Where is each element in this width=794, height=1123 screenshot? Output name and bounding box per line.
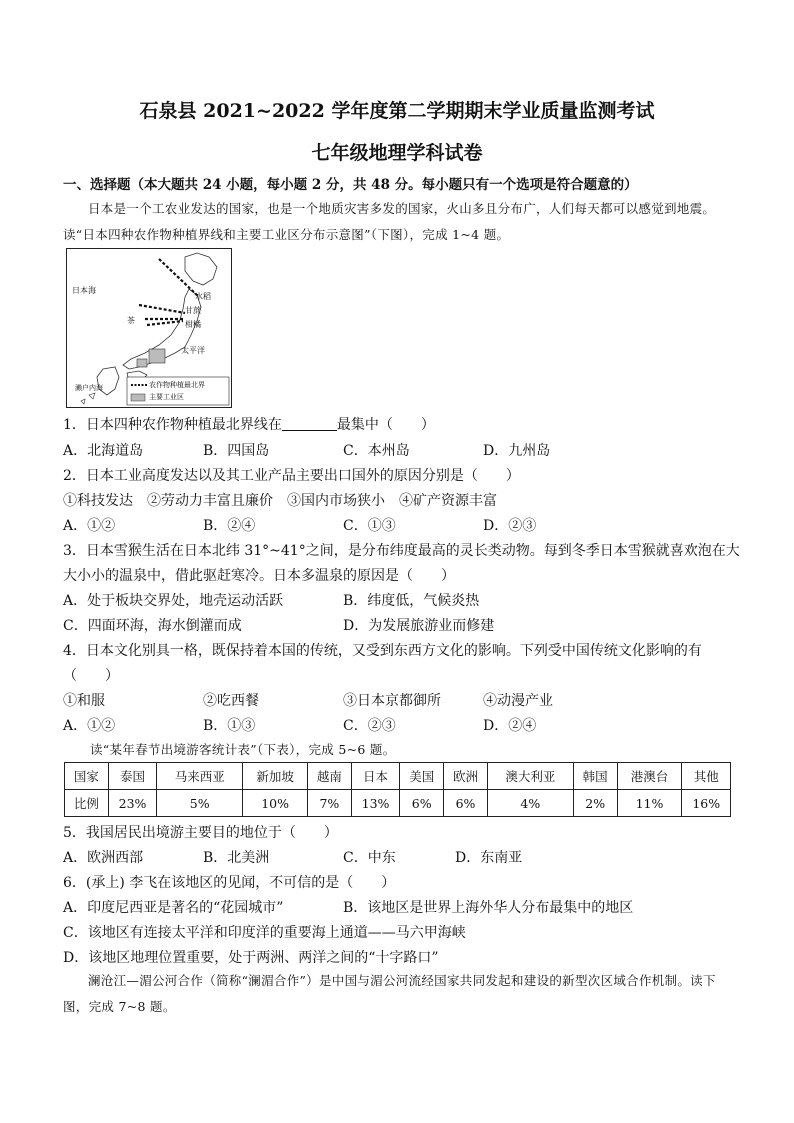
table-cell: 国家 <box>65 763 109 790</box>
q4-option-c[interactable]: C．②③ <box>343 718 396 734</box>
table-cell: 港澳台 <box>617 763 682 790</box>
table-cell: 其他 <box>682 763 731 790</box>
japan-map <box>66 248 232 408</box>
map-label-sea-of-japan: 日本海 <box>72 286 96 295</box>
q2-items: ①科技发达 ②劳动力丰富且廉价 ③国内市场狭小 ④矿产资源丰富 <box>63 493 497 509</box>
question-1 <box>63 414 435 434</box>
q5-option-c[interactable]: C．中东 <box>343 850 396 866</box>
section-heading: 一、选择题（本大题共 24 小题，每小题 2 分，共 48 分。每小题只有一个选项是符合题意的） <box>63 177 638 193</box>
map-label-rice: 水稻 <box>195 292 211 301</box>
question-2: 2．日本工业高度发达以及其工业产品主要出口国外的原因分别是（ ） <box>63 468 520 484</box>
table-cell: 2% <box>573 790 617 817</box>
q5-option-b[interactable]: B．北美洲 <box>203 850 270 866</box>
q4-item-3: ③日本京都御所 <box>343 693 441 709</box>
table-cell: 比例 <box>65 790 109 817</box>
question-4-cont: （ ） <box>63 668 119 684</box>
table-cell: 新加坡 <box>243 763 308 790</box>
q4-option-b[interactable]: B．①③ <box>203 718 256 734</box>
q4-item-1: ①和服 <box>63 693 105 709</box>
q4-item-4: ④动漫产业 <box>483 693 553 709</box>
map-label-seto: 濑户内海 <box>75 384 103 392</box>
table-row <box>65 790 731 817</box>
q1-stem-a: 1．日本四种农作物种植最北界线在 <box>63 417 282 433</box>
exam-subtitle: 七年级地理学科试卷 <box>311 142 483 164</box>
intro-japan: 日本是一个工农业发达的国家，也是一个地质灾害多发的国家，火山多且分布广，人们每天都可以感觉到地震。读“日本四种农作物种植界线和主要工业区分布示意图”（下图），完成 1~4 题。 <box>63 201 716 242</box>
q1-stem-b: 最集中（ ） <box>336 417 435 433</box>
table-cell: 13% <box>351 790 399 817</box>
table-cell: 澳大利亚 <box>487 763 573 790</box>
q3-option-c[interactable]: C．四面环海，海水倒灌而成 <box>63 618 242 634</box>
q6-option-c[interactable]: C．该地区有连接太平洋和印度洋的重要海上通道——马六甲海峡 <box>63 925 466 941</box>
intro-table: 读“某年春节出境游客统计表”（下表），完成 5~6 题。 <box>90 742 396 757</box>
q4-option-d[interactable]: D．②④ <box>483 718 537 734</box>
q3-option-b[interactable]: B．纬度低，气候炎热 <box>343 593 480 609</box>
q3-option-a[interactable]: A．处于板块交界处，地壳运动活跃 <box>63 593 284 609</box>
map-label-pacific: 太平洋 <box>181 346 205 355</box>
q5-option-a[interactable]: A．欧洲西部 <box>63 850 144 866</box>
table-cell: 韩国 <box>573 763 617 790</box>
question-4: 4．日本文化别具一格，既保持着本国的传统，又受到东西方文化的影响。下列受中国传统文化影响的有 <box>63 643 702 659</box>
q4-item-2: ②吃西餐 <box>203 693 259 709</box>
table-cell: 16% <box>682 790 731 817</box>
q1-option-b[interactable]: B．四国岛 <box>203 443 270 459</box>
map-label-citrus: 柑橘 <box>185 320 201 329</box>
q6-option-a[interactable]: A．印度尼西亚是著名的“花园城市” <box>63 900 284 916</box>
table-cell: 欧洲 <box>444 763 488 790</box>
question-3: 3．日本雪猴生活在日本北纬 31°~41°之间，是分布纬度最高的灵长类动物。每到冬季日本雪猴就喜欢泡在大 <box>63 543 740 559</box>
map-label-sugarcane: 甘蔗 <box>185 306 201 315</box>
table-cell: 泰国 <box>108 763 156 790</box>
table-cell: 日本 <box>351 763 399 790</box>
q2-option-c[interactable]: C．①③ <box>343 518 396 534</box>
map-label-tea: 茶 <box>127 316 135 325</box>
table-cell: 11% <box>617 790 682 817</box>
table-cell: 美国 <box>400 763 444 790</box>
intro-lancang-mekong: 澜沧江—湄公河合作（简称“澜湄合作”）是中国与湄公河流经国家共同发起和建设的新型次区域合作机制。读下图，完成 7~8 题。 <box>63 973 716 1014</box>
table-cell: 6% <box>444 790 488 817</box>
q1-option-a[interactable]: A．北海道岛 <box>63 443 144 459</box>
table-cell: 4% <box>487 790 573 817</box>
table-cell: 23% <box>108 790 156 817</box>
exam-title: 石泉县 2021~2022 学年度第二学期期末学业质量监测考试 <box>139 100 655 122</box>
q6-option-d[interactable]: D．该地区地理位置重要，处于两洲、两洋之间的“十字路口” <box>63 950 439 966</box>
table-cell: 7% <box>308 790 352 817</box>
q1-option-d[interactable]: D．九州岛 <box>483 443 551 459</box>
table-header-row <box>65 763 731 790</box>
legend-industry: 主要工业区 <box>149 393 184 401</box>
legend-crop-line: 农作物种植最北界 <box>149 381 205 389</box>
q5-option-d[interactable]: D．东南亚 <box>455 850 523 866</box>
table-cell: 马来西亚 <box>157 763 243 790</box>
question-3-cont: 大小小的温泉中，借此驱赶寒冷。日本多温泉的原因是（ ） <box>63 568 455 584</box>
q6-option-b[interactable]: B．该地区是世界上海外华人分布最集中的地区 <box>343 900 634 916</box>
question-5: 5．我国居民出境游主要目的地位于（ ） <box>63 825 338 841</box>
question-6: 6．(承上) 李飞在该地区的见闻，不可信的是（ ） <box>63 875 396 891</box>
table-cell: 5% <box>157 790 243 817</box>
q2-option-b[interactable]: B．②④ <box>203 518 256 534</box>
q1-option-c[interactable]: C．本州岛 <box>343 443 410 459</box>
q2-option-d[interactable]: D．②③ <box>483 518 537 534</box>
q4-option-a[interactable]: A．①② <box>63 718 116 734</box>
q2-option-a[interactable]: A．①② <box>63 518 116 534</box>
table-cell: 10% <box>243 790 308 817</box>
q1-blank <box>282 416 337 431</box>
tourist-table <box>64 762 731 817</box>
q3-option-d[interactable]: D．为发展旅游业而修建 <box>343 618 495 634</box>
table-cell: 越南 <box>308 763 352 790</box>
table-cell: 6% <box>400 790 444 817</box>
